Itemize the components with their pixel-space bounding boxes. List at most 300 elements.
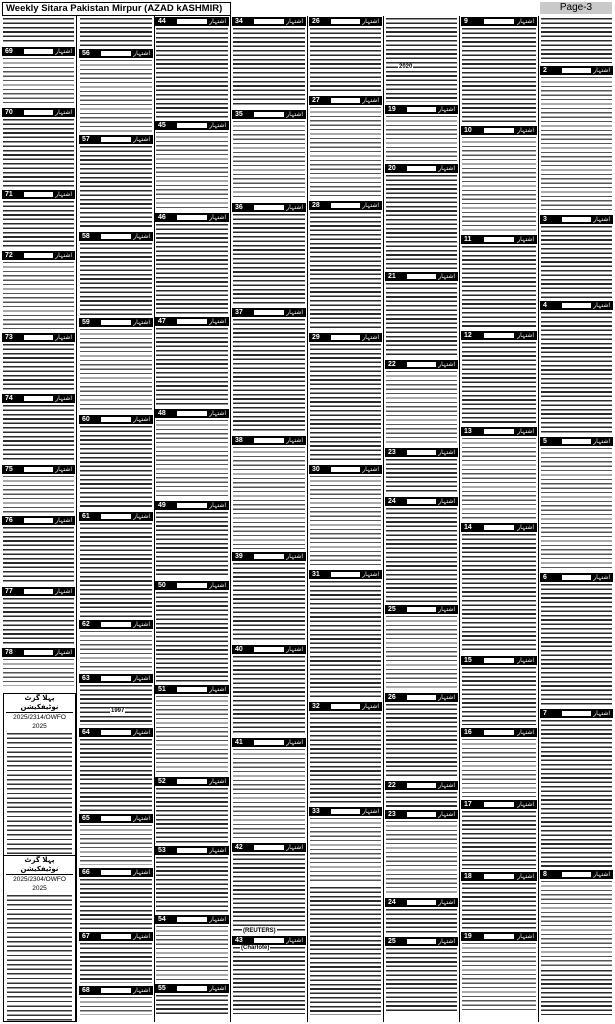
notice-body-text: [233, 28, 305, 107]
notice-heading: اشتہار: [593, 710, 610, 717]
classified-notice: [2, 515, 75, 586]
classified-notice: [79, 134, 153, 231]
notice-bar-gap: [562, 711, 591, 716]
notice-number: 43: [235, 937, 243, 944]
notice-bar-gap: [407, 107, 436, 112]
notice-number-bar: [540, 301, 613, 310]
classified-column: [385, 16, 458, 1022]
notice-number-bar: [309, 96, 382, 105]
gazette-sub: 2025: [32, 723, 47, 730]
classified-notice: [79, 619, 153, 673]
reuters-credit: (REUTERS): [243, 928, 276, 934]
notice-number: 25: [388, 938, 396, 945]
notice-number-bar: [461, 427, 537, 436]
notice-body-text: [156, 696, 228, 774]
notice-number-bar: [540, 573, 613, 582]
notice-bar-gap: [254, 112, 284, 117]
notice-number: 71: [5, 191, 13, 198]
notice-number-bar: [79, 674, 153, 683]
gazette-notice-box: [3, 855, 76, 1022]
notice-number-bar: [2, 516, 75, 525]
notice-number: 37: [235, 309, 243, 316]
notice-number: 77: [5, 588, 13, 595]
notice-number: 14: [464, 524, 472, 531]
notice-body-text: [462, 137, 536, 232]
notice-heading: اشتہار: [362, 571, 379, 578]
notice-body-text: [386, 18, 457, 102]
notice-bar-gap: [177, 917, 207, 922]
notice-heading: اشتہار: [362, 703, 379, 710]
column-divider: [538, 16, 539, 1022]
notice-number-bar: [461, 331, 537, 340]
notice-body-text: [386, 175, 457, 269]
notice-number: 13: [464, 428, 472, 435]
notice-number: 27: [312, 97, 320, 104]
notice-bar-gap: [101, 137, 131, 142]
notice-number: 6: [543, 574, 547, 581]
notice-number: 58: [82, 233, 90, 240]
notice-number-bar: [309, 570, 382, 579]
notice-heading: اشتہار: [438, 273, 455, 280]
notice-heading: اشتہار: [517, 428, 534, 435]
classified-notice: [2, 107, 75, 189]
notice-number: 19: [464, 933, 472, 940]
notice-heading: اشتہار: [593, 67, 610, 74]
notice-body-text: [156, 788, 228, 843]
notice-body-text: [310, 818, 381, 883]
notice-heading: اشتہار: [438, 782, 455, 789]
notice-body-text: [462, 811, 536, 869]
notice-bar-gap: [24, 335, 53, 340]
classified-notice: [155, 120, 229, 212]
notice-number-bar: [232, 436, 306, 445]
notice-heading: اشتہار: [209, 18, 226, 25]
notice-heading: اشتہار: [517, 127, 534, 134]
notice-bar-gap: [484, 128, 514, 133]
notice-number: 54: [158, 916, 166, 923]
classified-notice: [79, 317, 153, 414]
classified-notice: [232, 307, 306, 435]
classified-column: [540, 16, 613, 1022]
notice-heading: اشتہار: [438, 361, 455, 368]
notice-number-bar: [155, 984, 229, 993]
notice-number-bar: [232, 308, 306, 317]
notice-body-text: [156, 224, 228, 314]
notice-number: 78: [5, 649, 13, 656]
notice-bar-gap: [101, 514, 131, 519]
classified-notice: [461, 522, 537, 655]
column-divider: [383, 16, 384, 1022]
classified-notice: [385, 163, 458, 271]
notice-bar-gap: [254, 205, 284, 210]
notice-body-text: [233, 947, 305, 1014]
notice-bar-gap: [254, 438, 284, 443]
notice-number: 5: [543, 438, 547, 445]
classified-notice: [540, 708, 613, 869]
notice-heading: اشتہار: [209, 847, 226, 854]
notice-number: 41: [235, 739, 243, 746]
notice-bar-gap: [177, 687, 207, 692]
notice-body-text: [3, 119, 74, 187]
classified-notice: [155, 983, 229, 1017]
classified-notice: [385, 447, 458, 496]
notice-number-bar: [2, 47, 75, 56]
column-divider: [230, 16, 231, 1022]
notice-bar-gap: [101, 730, 131, 735]
notice-body-text: [80, 825, 152, 865]
notice-number-bar: [155, 846, 229, 855]
notice-number-bar: [232, 936, 306, 945]
notice-number: 31: [312, 571, 320, 578]
notice-number-bar: [309, 807, 382, 816]
notice-bar-gap: [331, 467, 360, 472]
notice-bar-gap: [254, 19, 284, 24]
notice-number-bar: [385, 898, 458, 907]
notice-number: 72: [5, 252, 13, 259]
classified-notice: [461, 330, 537, 426]
gazette-heading: پہلا گزٹ نوٹیفکیشن: [6, 856, 73, 875]
notice-heading: اشتہار: [362, 808, 379, 815]
notice-number-bar: [385, 272, 458, 281]
classified-notice: [309, 95, 382, 200]
notice-number-bar: [385, 810, 458, 819]
notice-number-bar: [385, 605, 458, 614]
classified-notice: [309, 332, 382, 464]
notice-heading: اشتہار: [55, 517, 72, 524]
notice-number-bar: [461, 235, 537, 244]
classified-notice: [461, 727, 537, 799]
notice-body-text: [386, 948, 457, 1012]
notice-number-bar: [385, 448, 458, 457]
notice-number: 62: [82, 621, 90, 628]
notice-number-bar: [461, 523, 537, 532]
notice-number-bar: [461, 17, 537, 26]
notice-heading: اشتہار: [438, 498, 455, 505]
notice-number: 56: [82, 50, 90, 57]
notice-number-bar: [155, 17, 229, 26]
classified-notice: [232, 551, 306, 644]
notice-bar-gap: [24, 467, 53, 472]
notice-bar-gap: [484, 658, 514, 663]
notice-bar-gap: [407, 274, 436, 279]
notice-body-text: [386, 821, 457, 895]
notice-number: 34: [235, 18, 243, 25]
notice-number: 7: [543, 710, 547, 717]
notice-bar-gap: [254, 310, 284, 315]
notice-bar-gap: [484, 19, 514, 24]
notice-bar-gap: [484, 237, 514, 242]
notice-heading: اشتہار: [209, 778, 226, 785]
classified-notice: [79, 16, 153, 48]
notice-number-bar: [155, 409, 229, 418]
notice-body-text: [233, 121, 305, 200]
notice-heading: اشتہار: [438, 449, 455, 456]
classified-notice: [540, 16, 613, 65]
notice-bar-gap: [407, 783, 436, 788]
classified-notice: [155, 500, 229, 580]
notice-heading: اشتہار: [133, 815, 150, 822]
notice-bar-gap: [177, 215, 207, 220]
notice-number-bar: [461, 800, 537, 809]
notice-body-text: [80, 943, 152, 983]
notice-body-text: [462, 667, 536, 725]
notice-body-text: [156, 995, 228, 1015]
notice-heading: اشتہار: [517, 524, 534, 531]
classified-notice: [79, 985, 153, 1017]
notice-body-text: [462, 883, 536, 929]
notice-bar-gap: [562, 217, 591, 222]
notice-number-bar: [2, 251, 75, 260]
notice-bar-gap: [24, 110, 53, 115]
notice-number: 20: [388, 165, 396, 172]
notice-number-bar: [2, 190, 75, 199]
classified-notice: [309, 885, 382, 1017]
notice-number: 15: [464, 657, 472, 664]
notice-body-text: [3, 598, 74, 645]
classified-notice: [461, 426, 537, 522]
notice-heading: اشتہار: [286, 204, 303, 211]
notice-number-bar: [2, 587, 75, 596]
notice-number: 52: [158, 778, 166, 785]
notice-number: 9: [464, 18, 468, 25]
notice-heading: اشتہار: [133, 729, 150, 736]
notice-bar-gap: [177, 411, 207, 416]
classified-notice: [385, 271, 458, 359]
notice-body-text: [386, 704, 457, 778]
classified-notice: [540, 572, 613, 708]
notice-number: 4: [543, 302, 547, 309]
classified-notice: [540, 436, 613, 572]
notice-number: 67: [82, 933, 90, 940]
classified-notice: [385, 16, 458, 104]
column-divider: [459, 16, 460, 1022]
notice-number-bar: [385, 164, 458, 173]
notice-heading: اشتہار: [286, 309, 303, 316]
notice-body-text: [541, 448, 612, 570]
notice-body-text: [3, 527, 74, 584]
classified-notice: [461, 16, 537, 125]
classified-notice: [540, 214, 613, 300]
column-divider: [76, 16, 77, 1022]
notice-number-bar: [540, 870, 613, 879]
notice-bar-gap: [407, 939, 436, 944]
notice-body-text: [386, 909, 457, 934]
notice-heading: اشتہار: [209, 686, 226, 693]
classified-notice: [385, 897, 458, 936]
classified-notice: [79, 673, 153, 727]
notice-heading: اشتہار: [438, 694, 455, 701]
classified-notice: [2, 647, 75, 688]
notice-body-text: [233, 319, 305, 433]
notice-body-text: [233, 656, 305, 735]
notice-bar-gap: [24, 192, 53, 197]
notice-heading: اشتہار: [286, 844, 303, 851]
notice-heading: اشتہار: [209, 916, 226, 923]
notice-number: 30: [312, 466, 320, 473]
notice-number: 42: [235, 844, 243, 851]
notice-bar-gap: [407, 499, 436, 504]
notice-body-text: [541, 881, 612, 966]
notice-body-text: [80, 631, 152, 671]
notice-number-bar: [79, 932, 153, 941]
notice-bar-gap: [177, 583, 207, 588]
notice-bar-gap: [407, 695, 436, 700]
classified-notice: [155, 408, 229, 500]
notice-body-text: [80, 739, 152, 811]
notice-number-bar: [232, 203, 306, 212]
notice-body-text: [156, 857, 228, 912]
classified-notice: [2, 464, 75, 515]
notice-body-text: [386, 616, 457, 690]
notice-heading: اشتہار: [438, 899, 455, 906]
classified-notice: [232, 109, 306, 202]
notice-heading: اشتہار: [55, 109, 72, 116]
notice-bar-gap: [331, 572, 360, 577]
notice-number: 32: [312, 703, 320, 710]
notice-heading: اشتہار: [209, 410, 226, 417]
notice-heading: اشتہار: [593, 574, 610, 581]
notice-number-bar: [309, 465, 382, 474]
notice-heading: اشتہار: [286, 646, 303, 653]
notice-number: 21: [388, 273, 396, 280]
notice-number-bar: [385, 937, 458, 946]
notice-bar-gap: [177, 779, 207, 784]
notice-heading: اشتہار: [209, 985, 226, 992]
notice-number: 76: [5, 517, 13, 524]
notice-body-text: [310, 713, 381, 804]
notice-heading: اشتہار: [55, 649, 72, 656]
notice-bar-gap: [484, 874, 514, 879]
notice-bar-gap: [177, 123, 207, 128]
notice-bar-gap: [101, 988, 131, 993]
notice-heading: اشتہار: [517, 933, 534, 940]
notice-number-bar: [461, 932, 537, 941]
notice-body-text: [233, 749, 305, 840]
notice-body-text: [80, 18, 152, 46]
notice-body-text: [156, 420, 228, 498]
classified-notice: [309, 16, 382, 95]
notice-heading: اشتہار: [133, 987, 150, 994]
classified-column: [461, 16, 537, 1022]
notice-number-bar: [2, 108, 75, 117]
year-snippet: 2020: [399, 64, 413, 70]
notice-bar-gap: [331, 19, 360, 24]
notice-heading: اشتہار: [55, 588, 72, 595]
notice-bar-gap: [484, 525, 514, 530]
classified-notice: [232, 202, 306, 307]
notice-number: 47: [158, 318, 166, 325]
column-divider: [307, 16, 308, 1022]
classified-notice: [309, 464, 382, 569]
notice-heading: اشتہار: [55, 252, 72, 259]
notice-heading: اشتہار: [133, 416, 150, 423]
notice-number-bar: [232, 843, 306, 852]
notice-bar-gap: [254, 740, 284, 745]
notice-bar-gap: [101, 622, 131, 627]
notice-number: 18: [464, 873, 472, 880]
notice-number: 63: [82, 675, 90, 682]
notice-number: 23: [388, 449, 396, 456]
notice-body-text: [3, 58, 74, 105]
notice-body-text: [233, 214, 305, 305]
notice-body-text: [80, 879, 152, 929]
notice-bar-gap: [407, 450, 436, 455]
notice-heading: اشتہار: [438, 106, 455, 113]
notice-body-text: [156, 512, 228, 578]
notice-body-text: [156, 926, 228, 981]
notice-bar-gap: [331, 203, 360, 208]
notice-heading: اشتہار: [517, 18, 534, 25]
notice-body-text: [156, 132, 228, 210]
classified-notice: [309, 569, 382, 701]
notice-bar-gap: [562, 872, 591, 877]
notice-number: 74: [5, 395, 13, 402]
notice-bar-gap: [24, 518, 53, 523]
notice-body-text: [462, 438, 536, 520]
notice-heading: اشتہار: [286, 437, 303, 444]
notice-bar-gap: [484, 934, 514, 939]
gazette-reference: 2025/2314/OWFO: [13, 714, 66, 721]
notice-number: 26: [388, 694, 396, 701]
notice-number-bar: [461, 656, 537, 665]
classified-notice: [2, 189, 75, 250]
notice-bar-gap: [254, 554, 284, 559]
notice-number: 57: [82, 136, 90, 143]
notice-bar-gap: [254, 845, 284, 850]
notice-number-bar: [155, 915, 229, 924]
notice-body-text: [156, 328, 228, 406]
classified-notice: [155, 212, 229, 316]
notice-bar-gap: [24, 650, 53, 655]
classified-notice: [2, 46, 75, 107]
notice-heading: اشتہار: [209, 214, 226, 221]
classified-notice: [385, 692, 458, 780]
notice-body-text: [541, 584, 612, 706]
classified-notice: [540, 300, 613, 436]
notice-number-bar: [79, 620, 153, 629]
notice-heading: اشتہار: [55, 395, 72, 402]
notice-heading: اشتہار: [286, 937, 303, 944]
classified-column: [309, 16, 382, 1022]
notice-bar-gap: [407, 900, 436, 905]
notice-bar-gap: [177, 319, 207, 324]
notice-heading: اشتہار: [593, 871, 610, 878]
gazette-notice-box: [3, 693, 76, 857]
classified-notice: [385, 359, 458, 447]
notice-number: 55: [158, 985, 166, 992]
classified-notice: [385, 936, 458, 1014]
notice-bar-gap: [331, 98, 360, 103]
notice-body-text: [462, 534, 536, 653]
notice-number-bar: [461, 728, 537, 737]
classified-notice: [79, 867, 153, 931]
notice-number: 24: [388, 498, 396, 505]
notice-body-text: [310, 581, 381, 699]
notice-number: 46: [158, 214, 166, 221]
notice-number-bar: [155, 685, 229, 694]
notice-bar-gap: [254, 938, 284, 943]
notice-body-text: [310, 107, 381, 198]
notice-number: 59: [82, 319, 90, 326]
notice-heading: اشتہار: [209, 318, 226, 325]
notice-heading: اشتہار: [55, 466, 72, 473]
notice-number-bar: [79, 232, 153, 241]
notice-body-text: [80, 997, 152, 1015]
notice-number: 39: [235, 553, 243, 560]
classified-notice: [2, 332, 75, 393]
notice-heading: اشتہار: [438, 811, 455, 818]
classified-notice: [155, 580, 229, 684]
